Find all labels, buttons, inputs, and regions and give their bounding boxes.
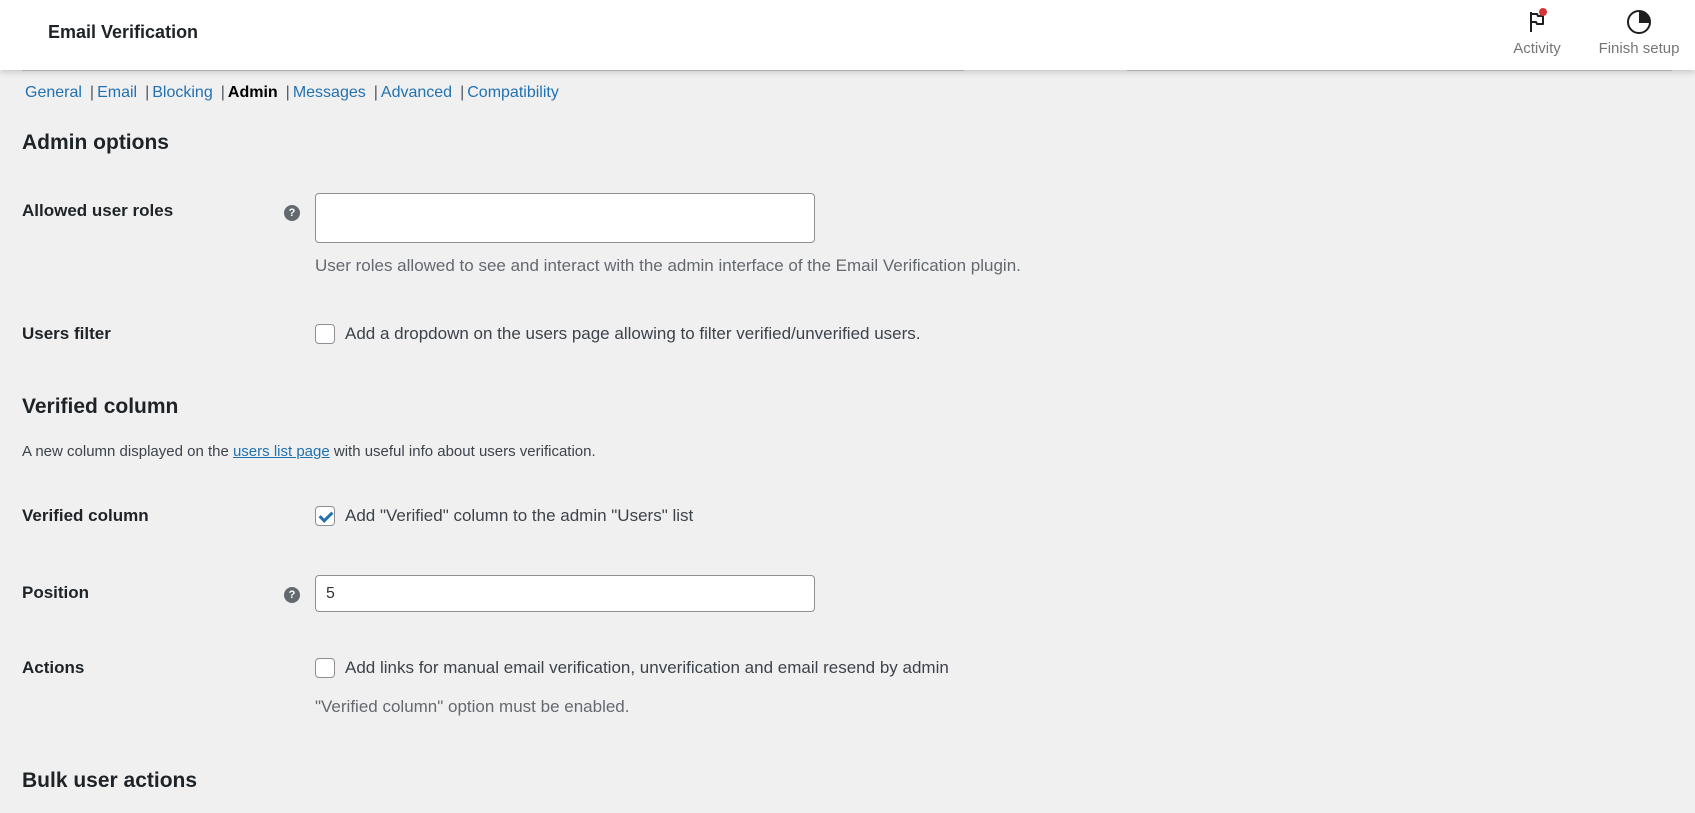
intro-text: A new column displayed on the [22,443,233,460]
allowed-user-roles-input[interactable] [315,193,815,243]
actions-text: Add links for manual email verification, unverification and email resend by admin [345,658,949,677]
settings-tabs [25,84,559,102]
tab-admin[interactable]: Admin [227,84,278,101]
top-header [0,0,1695,70]
bulk-user-actions-heading: Bulk user actions [22,769,198,792]
progress-circle-icon [1625,8,1653,36]
verified-column-intro [22,443,596,460]
actions-description: "Verified column" option must be enabled. [315,697,630,716]
verified-column-checkbox[interactable] [315,506,335,526]
verified-column-heading: Verified column [22,395,179,418]
tab-compatibility[interactable]: Compatibility [467,84,559,101]
users-list-page-link[interactable]: users list page [232,443,330,460]
tab-separator: | [89,84,95,101]
activity-label: Activity [1513,40,1561,57]
users-filter-option [315,324,921,344]
allowed-user-roles-description: User roles allowed to see and interact with the admin interface of the Email Verification plugin. [315,256,1021,275]
tab-separator: | [285,84,290,101]
admin-options-heading: Admin options [22,131,169,154]
tab-email[interactable]: Email [97,84,138,101]
users-filter-text: Add a dropdown on the users page allowing to filter verified/unverified users. [345,324,921,343]
verified-column-text: Add "Verified" column to the admin "Users" list [345,506,694,525]
flag-icon [1523,8,1551,36]
position-label: Position [22,583,90,602]
tab-blocking[interactable]: Blocking [152,84,213,101]
finish-setup-label: Finish setup [1598,40,1680,57]
verified-column-label: Verified column [22,506,149,525]
help-icon[interactable]: ? [284,587,300,603]
help-icon[interactable]: ? [284,205,300,221]
position-input[interactable] [315,575,815,612]
finish-setup-button[interactable] [1587,0,1691,70]
tab-separator: | [373,84,378,101]
header-divider [22,70,1672,71]
header-actions [1487,0,1695,70]
page-title: Email Verification [48,22,199,42]
tab-separator: | [220,84,225,101]
notification-dot [1539,8,1547,16]
intro-text-end: with useful info about users verification. [329,443,596,460]
tab-messages[interactable]: Messages [292,84,366,101]
actions-label: Actions [22,658,85,677]
users-filter-label: Users filter [22,324,111,343]
tab-separator: | [460,84,465,101]
tab-general[interactable]: General [25,84,82,101]
allowed-user-roles-label: Allowed user roles [22,201,174,220]
actions-checkbox[interactable] [315,658,335,678]
tab-separator: | [145,84,150,101]
tab-advanced[interactable]: Advanced [380,84,453,101]
verified-column-option [315,506,693,526]
actions-option [315,658,949,678]
users-filter-checkbox[interactable] [315,324,335,344]
activity-button[interactable] [1487,0,1587,70]
